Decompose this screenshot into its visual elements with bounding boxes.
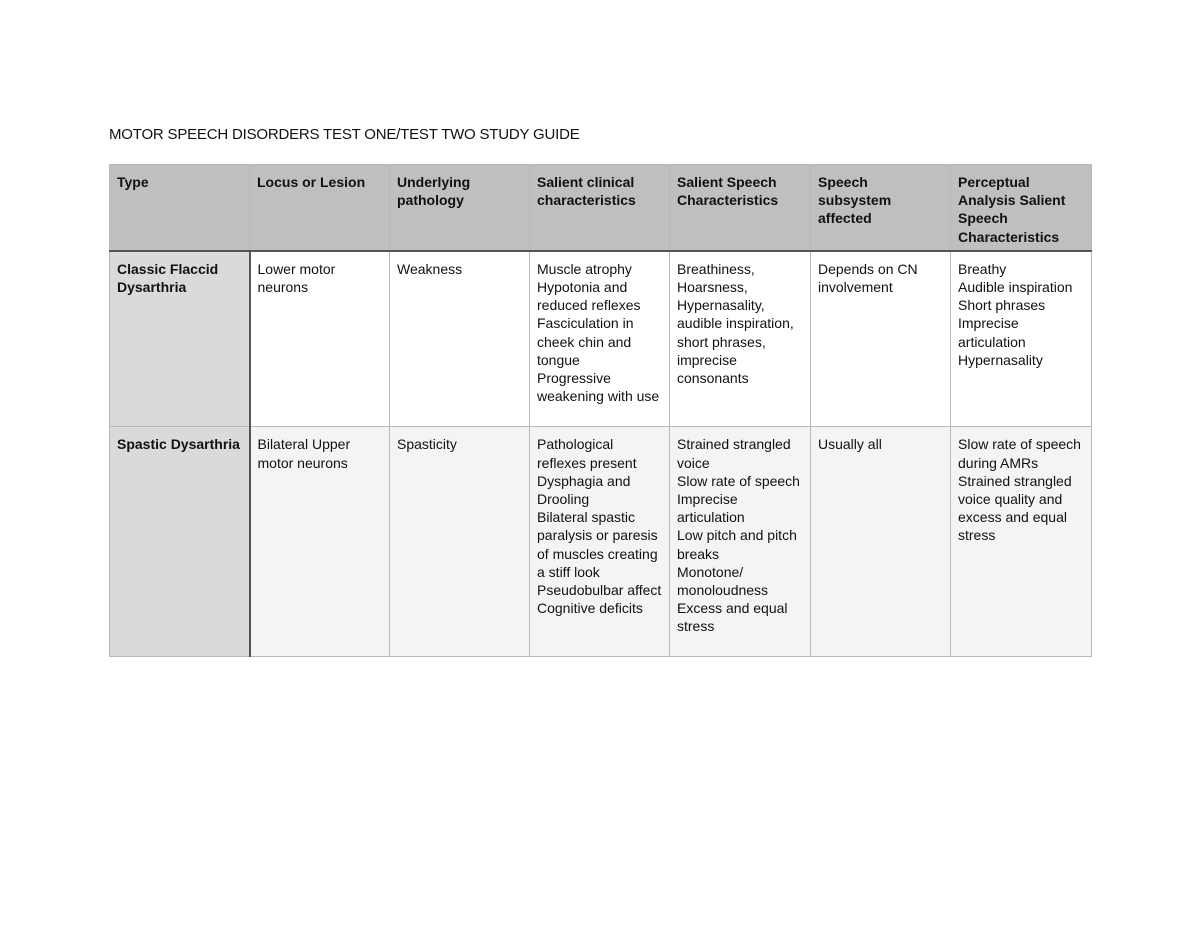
- cell-line: Cognitive deficits: [537, 600, 643, 617]
- cell-line: Breathy: [958, 260, 1007, 277]
- cell-line: Hypotonia and reduced reflexes: [537, 279, 641, 314]
- header-speech: Salient Speech Characteristics: [670, 165, 811, 251]
- cell-line: Slow rate of speech: [677, 472, 800, 489]
- pathology-cell: Spasticity: [390, 427, 530, 657]
- locus-cell: Lower motor neurons: [250, 251, 390, 427]
- cell-line: Excess and equal stress: [677, 600, 788, 635]
- cell-line: Pseudobulbar affect: [537, 581, 662, 598]
- cell-line: Muscle atrophy: [537, 260, 632, 277]
- cell-line: Pathological reflexes present: [537, 436, 637, 471]
- document-title: MOTOR SPEECH DISORDERS TEST ONE/TEST TWO STUDY GUIDE: [109, 126, 580, 143]
- cell-line: Slow rate of speech during AMRs: [958, 436, 1081, 471]
- table-row: [110, 427, 1092, 657]
- speech-cell: [670, 427, 811, 657]
- header-type: Type: [110, 165, 250, 251]
- cell-line: Strained strangled voice: [677, 436, 791, 471]
- cell-line: Short phrases: [958, 297, 1046, 314]
- clinical-cell: [530, 427, 670, 657]
- speech-cell: [670, 251, 811, 427]
- locus-cell: Bilateral Upper motor neurons: [250, 427, 390, 657]
- cell-line: Fasciculation in cheek chin and tongue: [537, 315, 634, 368]
- header-perceptual: Perceptual Analysis Salient Speech Characteristics: [951, 165, 1092, 251]
- study-guide-table: [109, 164, 1092, 657]
- cell-line: Dysphagia and Drooling: [537, 472, 631, 507]
- cell-line: Audible inspiration: [958, 279, 1073, 296]
- table-row: [110, 251, 1092, 427]
- type-cell: Classic Flaccid Dysarthria: [110, 251, 250, 427]
- header-locus: Locus or Lesion: [250, 165, 390, 251]
- cell-line: Progressive weakening with use: [537, 370, 660, 405]
- perceptual-cell: [951, 251, 1092, 427]
- subsystem-cell: Depends on CN involvement: [811, 251, 951, 427]
- clinical-cell: [530, 251, 670, 427]
- cell-line: Bilateral spastic paralysis or paresis of muscles creating a stiff look: [537, 509, 658, 580]
- cell-line: Strained strangled voice quality and excess and equal stress: [958, 472, 1072, 544]
- cell-line: Monotone/ monoloudness: [677, 563, 769, 598]
- cell-line: Breathiness, Hoarsness, Hypernasality, audible inspiration, short phrases, imprecise consonants: [677, 260, 794, 387]
- header-row: [110, 165, 1092, 251]
- pathology-cell: Weakness: [390, 251, 530, 427]
- header-pathology: Underlying pathology: [390, 165, 530, 251]
- header-clinical: Salient clinical characteristics: [530, 165, 670, 251]
- cell-line: Imprecise articulation: [958, 315, 1026, 350]
- cell-line: Low pitch and pitch breaks: [677, 527, 797, 562]
- type-cell: Spastic Dysarthria: [110, 427, 250, 657]
- perceptual-cell: [951, 427, 1092, 657]
- cell-line: Imprecise articulation: [677, 490, 745, 526]
- cell-line: Hypernasality: [958, 351, 1043, 368]
- subsystem-cell: Usually all: [811, 427, 951, 657]
- header-subsystem: Speech subsystem affected: [811, 165, 951, 251]
